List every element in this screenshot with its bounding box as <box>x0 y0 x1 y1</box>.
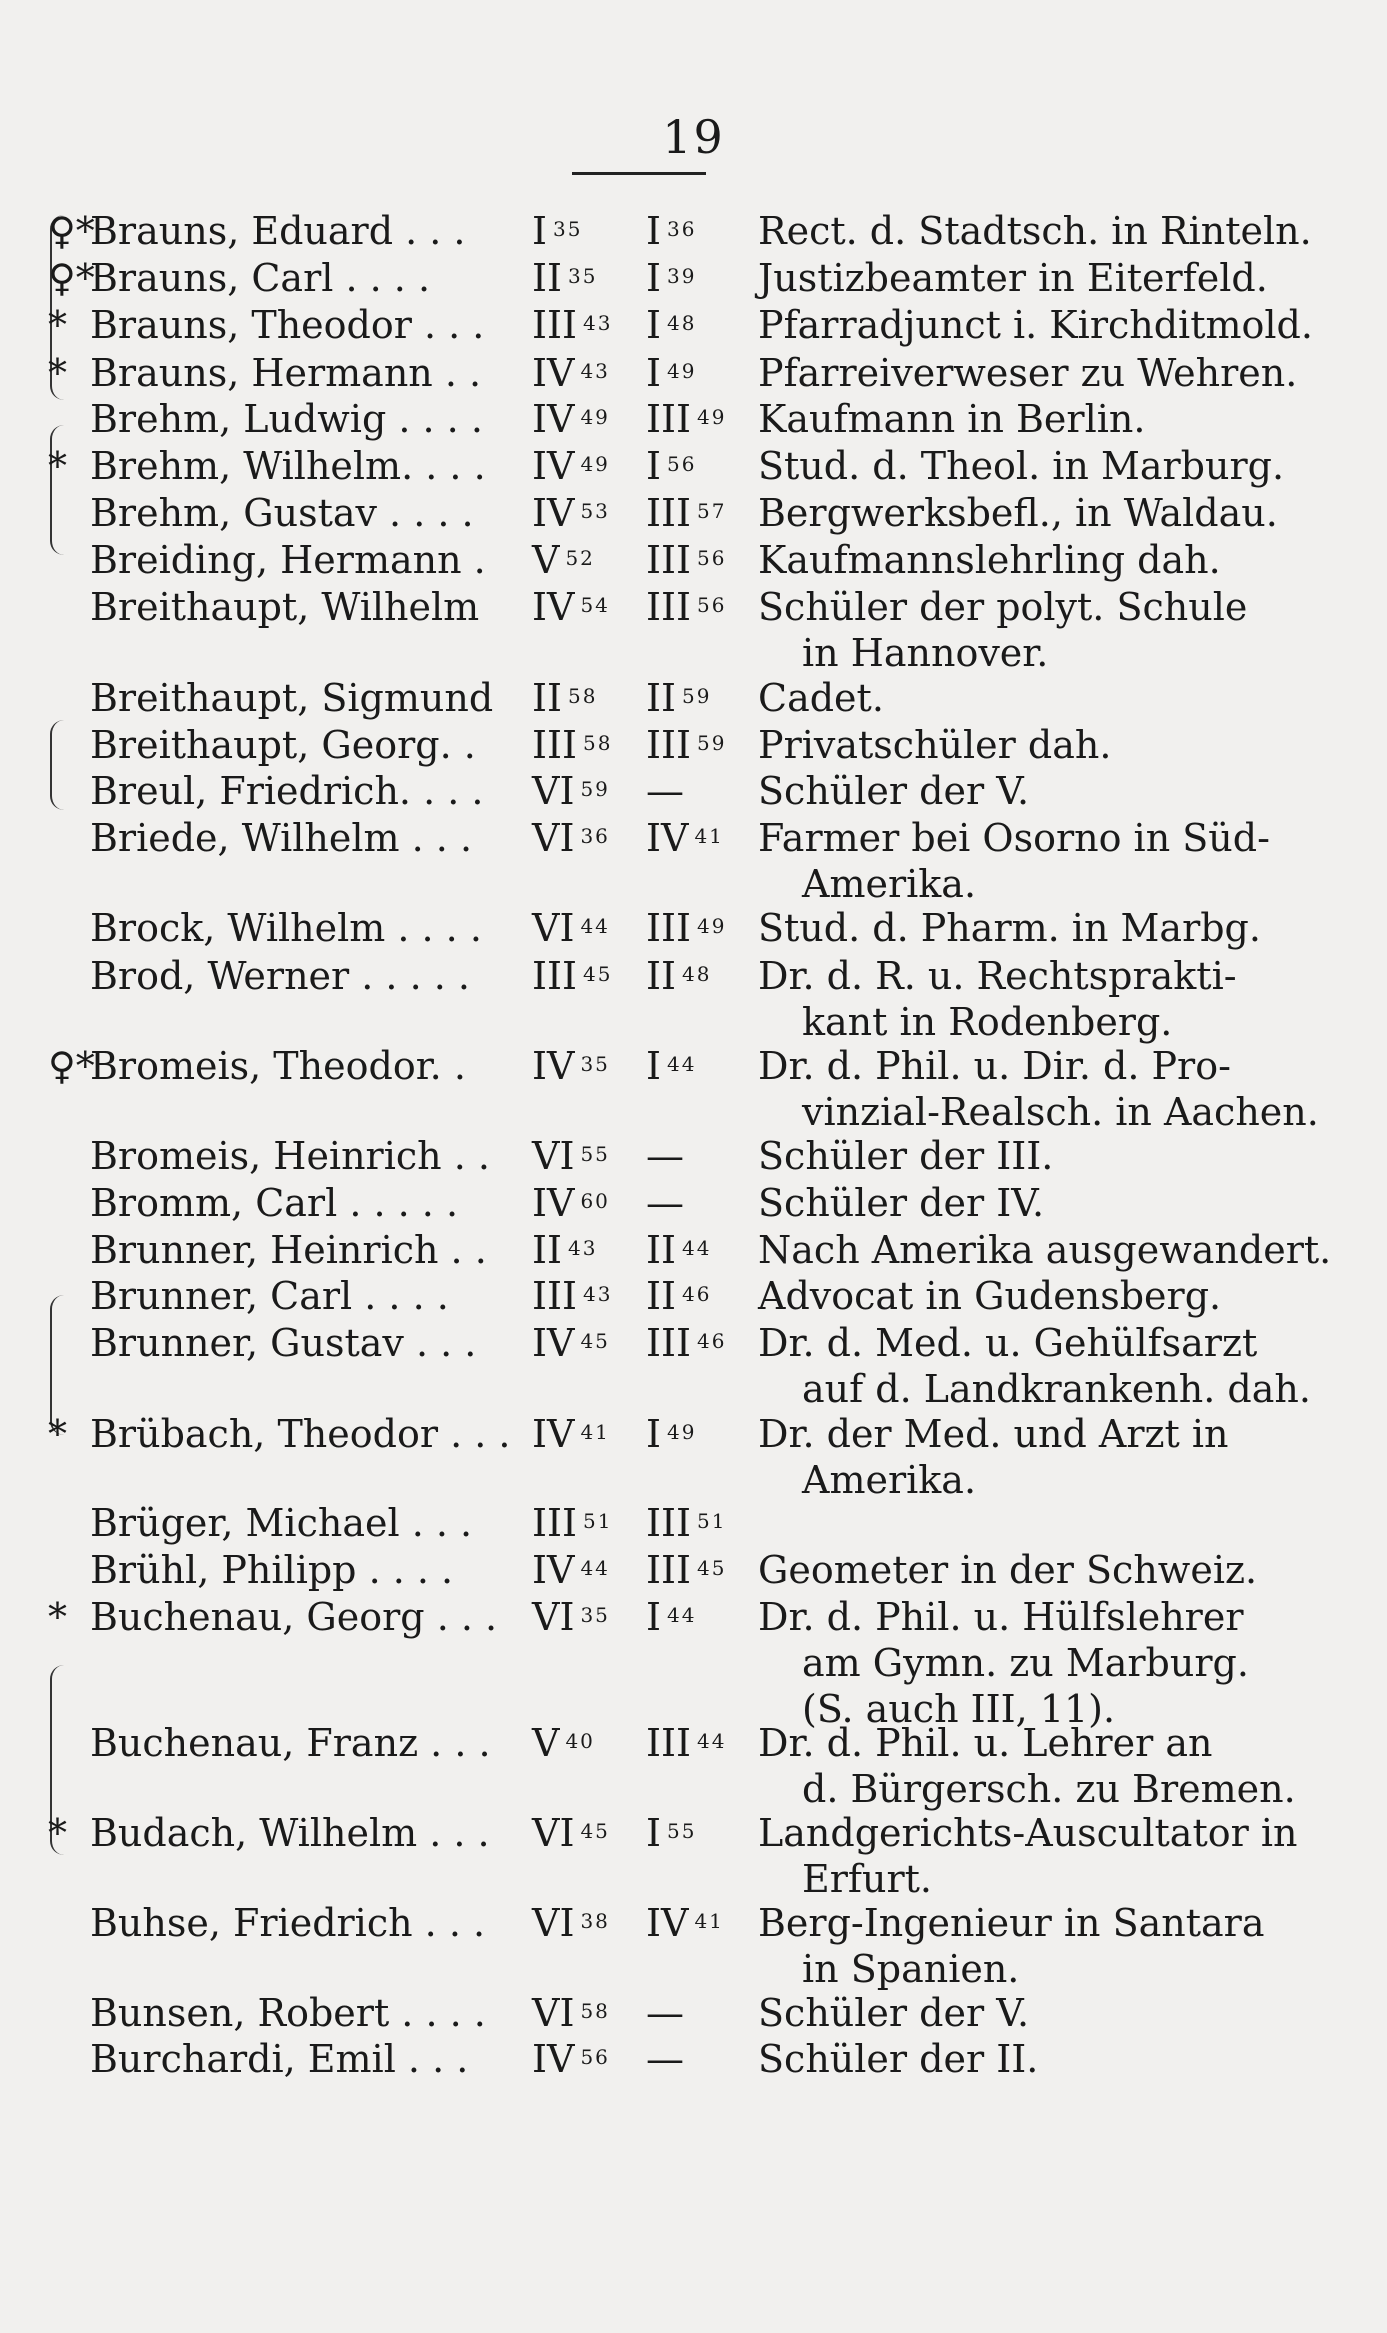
entry-name: Buchenau, Georg . . . <box>90 1595 498 1639</box>
entry-class-entered <box>532 537 642 583</box>
class-year: 56 <box>667 452 697 476</box>
occupation-line: Dr. d. Med. u. Gehülfsarzt <box>758 1321 1258 1365</box>
entry-class-entered <box>532 208 642 254</box>
entry-occupation <box>758 1411 1238 1503</box>
entry-class-left <box>646 768 756 814</box>
entry-name: Brühl, Philipp . . . . <box>90 1548 454 1592</box>
class-year: 59 <box>682 684 712 708</box>
class-year: 49 <box>580 452 610 476</box>
entry-mark: * <box>48 303 67 347</box>
entry-mark: * <box>48 444 67 488</box>
occupation-line: am Gymn. zu Marburg. <box>802 1641 1249 1685</box>
class-numeral: I <box>646 209 662 253</box>
entry-occupation <box>758 208 1312 254</box>
entry-class-entered <box>532 490 642 536</box>
entry-occupation <box>758 2036 1238 2082</box>
entry-class-left <box>646 396 756 442</box>
class-numeral: IV <box>532 444 575 488</box>
entry-class-left <box>646 1273 756 1319</box>
entry-name: Brauns, Theodor . . . <box>90 303 485 347</box>
entry-occupation <box>758 953 1238 1045</box>
class-numeral: IV <box>532 351 575 395</box>
entry-name: Brehm, Gustav . . . . <box>90 491 474 535</box>
class-numeral: VI <box>532 1901 575 1945</box>
entry-class-entered <box>532 350 642 396</box>
family-brace-breithaupt <box>50 720 68 810</box>
class-numeral: VI <box>532 769 575 813</box>
class-year: 49 <box>697 405 727 429</box>
occupation-line: Advocat in Gudensberg. <box>758 1274 1222 1318</box>
entry-name: Bromeis, Theodor. . <box>90 1044 466 1088</box>
entry-name: Brehm, Ludwig . . . . <box>90 397 483 441</box>
entry-name: Brüger, Michael . . . <box>90 1501 473 1545</box>
entry-name: Brauns, Eduard . . . <box>90 209 466 253</box>
class-year: 58 <box>583 731 613 755</box>
entry-class-left <box>646 1990 756 2036</box>
entry-name: Breiding, Hermann . <box>90 538 486 582</box>
entry-class-entered <box>532 1180 642 1226</box>
entry-occupation <box>758 1273 1238 1319</box>
class-numeral: III <box>646 1548 692 1592</box>
class-year: 43 <box>583 1282 613 1306</box>
class-numeral: III <box>646 1321 692 1365</box>
class-year: 36 <box>580 824 610 848</box>
entry-name: Bromeis, Heinrich . . <box>90 1134 490 1178</box>
entry-occupation <box>758 1547 1258 1593</box>
class-year: 43 <box>580 359 610 383</box>
occupation-line: Pfarreiverweser zu Wehren. <box>758 351 1298 395</box>
entry-name: Breithaupt, Georg. . <box>90 723 476 767</box>
class-numeral: I <box>646 1412 662 1456</box>
class-numeral: II <box>532 676 563 720</box>
entry-class-entered <box>532 675 642 721</box>
entry-name: Buhse, Friedrich . . . <box>90 1901 486 1945</box>
class-numeral: IV <box>532 397 575 441</box>
class-year: 40 <box>565 1729 595 1753</box>
class-year: 56 <box>697 593 727 617</box>
occupation-line: Landgerichts-Auscultator in <box>758 1811 1298 1855</box>
occupation-line: (S. auch III, 11). <box>802 1687 1116 1731</box>
entry-occupation <box>758 768 1238 814</box>
entry-occupation <box>758 443 1285 489</box>
class-numeral: III <box>646 491 692 535</box>
entry-class-entered <box>532 396 642 442</box>
class-numeral: — <box>646 1181 684 1225</box>
class-numeral: VI <box>532 816 575 860</box>
entry-occupation <box>758 722 1238 768</box>
occupation-line: in Hannover. <box>802 631 1049 675</box>
class-numeral: IV <box>646 816 689 860</box>
class-numeral: III <box>646 538 692 582</box>
entry-class-entered <box>532 1990 642 2036</box>
entry-class-left <box>646 490 756 536</box>
entry-class-left <box>646 2036 756 2082</box>
class-numeral: I <box>646 351 662 395</box>
page-number: 19 <box>662 110 725 164</box>
occupation-line: Schüler der II. <box>758 2037 1039 2081</box>
entry-class-entered <box>532 1500 642 1546</box>
occupation-line: Dr. d. Phil. u. Dir. d. Pro- <box>758 1044 1231 1088</box>
entry-class-left <box>646 1594 756 1640</box>
entry-class-entered <box>532 1043 642 1089</box>
class-numeral: III <box>646 585 692 629</box>
page-number-rule <box>572 172 706 175</box>
occupation-line: Dr. der Med. und Arzt in <box>758 1412 1229 1456</box>
class-year: 56 <box>580 2045 610 2069</box>
entry-class-left <box>646 815 756 861</box>
entry-class-entered <box>532 1547 642 1593</box>
entry-occupation <box>758 1990 1238 2036</box>
class-year: 48 <box>667 311 697 335</box>
entry-class-entered <box>532 815 642 861</box>
class-numeral: I <box>646 1595 662 1639</box>
entry-mark: * <box>48 1412 67 1456</box>
class-numeral: V <box>532 1721 560 1765</box>
class-numeral: VI <box>532 1991 575 2035</box>
class-numeral: I <box>646 256 662 300</box>
class-year: 58 <box>580 1999 610 2023</box>
class-year: 44 <box>697 1729 727 1753</box>
class-numeral: III <box>646 723 692 767</box>
entry-class-left <box>646 1720 756 1766</box>
class-numeral: I <box>646 1811 662 1855</box>
class-year: 44 <box>580 1556 610 1580</box>
class-year: 49 <box>667 1420 697 1444</box>
class-year: 52 <box>565 546 595 570</box>
class-year: 49 <box>667 359 697 383</box>
entry-occupation <box>758 537 1238 583</box>
entry-mark: * <box>48 351 67 395</box>
occupation-line: Stud. d. Theol. in Marburg. <box>758 444 1285 488</box>
entry-class-entered <box>532 1810 642 1856</box>
class-numeral: VI <box>532 1595 575 1639</box>
class-numeral: III <box>532 954 578 998</box>
entry-class-entered <box>532 768 642 814</box>
occupation-line: vinzial-Realsch. in Aachen. <box>802 1090 1319 1134</box>
class-year: 35 <box>553 217 583 241</box>
class-year: 45 <box>580 1819 610 1843</box>
class-numeral: IV <box>532 1044 575 1088</box>
occupation-line: Cadet. <box>758 676 884 720</box>
class-year: 35 <box>568 264 598 288</box>
class-numeral: III <box>532 1274 578 1318</box>
class-year: 41 <box>694 1909 724 1933</box>
class-year: 35 <box>580 1052 610 1076</box>
entry-occupation <box>758 1320 1311 1412</box>
entry-class-entered <box>532 584 642 630</box>
occupation-line: Schüler der polyt. Schule <box>758 585 1248 629</box>
class-year: 35 <box>580 1603 610 1627</box>
class-numeral: VI <box>532 906 575 950</box>
entry-class-left <box>646 584 756 630</box>
entry-occupation <box>758 675 1238 721</box>
entry-name: Bromm, Carl . . . . . <box>90 1181 459 1225</box>
class-year: 44 <box>667 1603 697 1627</box>
class-numeral: I <box>532 209 548 253</box>
entry-occupation <box>758 1594 1249 1732</box>
class-numeral: VI <box>532 1811 575 1855</box>
entry-occupation <box>758 255 1268 301</box>
entry-class-left <box>646 1180 756 1226</box>
class-numeral: III <box>646 397 692 441</box>
class-numeral: IV <box>532 1548 575 1592</box>
entry-mark: * <box>48 1811 67 1855</box>
entry-name: Bunsen, Robert . . . . <box>90 1991 486 2035</box>
class-year: 45 <box>697 1556 727 1580</box>
class-year: 51 <box>583 1509 613 1533</box>
class-numeral: I <box>646 303 662 347</box>
entry-name: Brübach, Theodor . . . <box>90 1412 510 1456</box>
entry-name: Brehm, Wilhelm. . . . <box>90 444 486 488</box>
entry-name: Brauns, Hermann . . <box>90 351 482 395</box>
entry-name: Burchardi, Emil . . . <box>90 2037 469 2081</box>
class-year: 43 <box>568 1236 598 1260</box>
entry-name: Breul, Friedrich. . . . <box>90 769 484 813</box>
entry-name: Buchenau, Franz . . . <box>90 1721 491 1765</box>
entry-occupation <box>758 1180 1238 1226</box>
entry-occupation <box>758 584 1248 676</box>
entry-occupation <box>758 302 1313 348</box>
entry-occupation <box>758 350 1298 396</box>
entry-occupation <box>758 1043 1319 1135</box>
entry-class-left <box>646 905 756 951</box>
occupation-line: Pfarradjunct i. Kirchditmold. <box>758 303 1313 347</box>
entry-class-entered <box>532 1411 642 1457</box>
occupation-line: Schüler der V. <box>758 1991 1030 2035</box>
class-year: 43 <box>583 311 613 335</box>
entry-occupation <box>758 815 1270 907</box>
entry-occupation <box>758 905 1261 951</box>
class-numeral: I <box>646 1044 662 1088</box>
entry-class-entered <box>532 1720 642 1766</box>
class-numeral: IV <box>646 1901 689 1945</box>
occupation-line: Erfurt. <box>802 1857 932 1901</box>
occupation-line: d. Bürgersch. zu Bremen. <box>802 1767 1296 1811</box>
occupation-line: Justizbeamter in Eiterfeld. <box>758 256 1268 300</box>
entry-occupation <box>758 1133 1238 1179</box>
class-year: 46 <box>682 1282 712 1306</box>
occupation-line: Geometer in der Schweiz. <box>758 1548 1258 1592</box>
class-numeral: — <box>646 1991 684 2035</box>
occupation-line: Dr. d. R. u. Rechtsprakti- <box>758 954 1237 998</box>
entry-mark: ♀* <box>48 1044 95 1088</box>
class-year: 49 <box>580 405 610 429</box>
occupation-line: Dr. d. Phil. u. Lehrer an <box>758 1721 1213 1765</box>
occupation-line: Schüler der IV. <box>758 1181 1045 1225</box>
class-year: 53 <box>580 499 610 523</box>
class-numeral: II <box>532 1228 563 1272</box>
class-year: 44 <box>682 1236 712 1260</box>
entry-mark: ♀* <box>48 256 95 300</box>
entry-class-entered <box>532 722 642 768</box>
entry-class-left <box>646 722 756 768</box>
occupation-line: Dr. d. Phil. u. Hülfslehrer <box>758 1595 1244 1639</box>
class-numeral: IV <box>532 1412 575 1456</box>
entry-class-left <box>646 443 756 489</box>
class-numeral: — <box>646 2037 684 2081</box>
class-year: 45 <box>580 1329 610 1353</box>
entry-class-left <box>646 1043 756 1089</box>
entry-class-entered <box>532 443 642 489</box>
entry-class-entered <box>532 953 642 999</box>
entry-class-left <box>646 1500 756 1546</box>
entry-occupation <box>758 1227 1332 1273</box>
occupation-line: Rect. d. Stadtsch. in Rinteln. <box>758 209 1312 253</box>
class-numeral: III <box>532 723 578 767</box>
occupation-line: Stud. d. Pharm. in Marbg. <box>758 906 1261 950</box>
entry-name: Brunner, Gustav . . . <box>90 1321 477 1365</box>
entry-class-left <box>646 1547 756 1593</box>
class-year: 39 <box>667 264 697 288</box>
entry-occupation <box>758 1900 1265 1992</box>
entry-name: Brod, Werner . . . . . <box>90 954 470 998</box>
entry-class-left <box>646 1411 756 1457</box>
entry-occupation <box>758 1720 1296 1812</box>
occupation-line: Nach Amerika ausgewandert. <box>758 1228 1332 1272</box>
class-numeral: II <box>646 1228 677 1272</box>
class-numeral: II <box>646 676 677 720</box>
entry-mark: ♀* <box>48 209 95 253</box>
entry-name: Brunner, Heinrich . . <box>90 1228 487 1272</box>
entry-name: Budach, Wilhelm . . . <box>90 1811 490 1855</box>
class-numeral: IV <box>532 491 575 535</box>
entry-class-left <box>646 350 756 396</box>
class-year: 41 <box>580 1420 610 1444</box>
occupation-line: Schüler der V. <box>758 769 1030 813</box>
class-year: 55 <box>667 1819 697 1843</box>
class-numeral: VI <box>532 1134 575 1178</box>
occupation-line: Amerika. <box>802 862 977 906</box>
entry-class-left <box>646 953 756 999</box>
entry-class-entered <box>532 1133 642 1179</box>
entry-class-entered <box>532 1900 642 1946</box>
entry-name: Brauns, Carl . . . . <box>90 256 431 300</box>
class-numeral: III <box>532 1501 578 1545</box>
entry-class-entered <box>532 1227 642 1273</box>
occupation-line: auf d. Landkrankenh. dah. <box>802 1367 1311 1411</box>
occupation-line: Privatschüler dah. <box>758 723 1112 767</box>
class-year: 36 <box>667 217 697 241</box>
class-year: 44 <box>580 914 610 938</box>
entry-name: Briede, Wilhelm . . . <box>90 816 473 860</box>
entry-name: Breithaupt, Wilhelm <box>90 585 480 629</box>
entry-class-left <box>646 302 756 348</box>
class-numeral: I <box>646 444 662 488</box>
class-numeral: III <box>646 1501 692 1545</box>
entry-name: Brunner, Carl . . . . <box>90 1274 449 1318</box>
class-numeral: II <box>646 1274 677 1318</box>
entry-mark: * <box>48 1595 67 1639</box>
entry-class-left <box>646 208 756 254</box>
entry-class-left <box>646 1227 756 1273</box>
entry-occupation <box>758 490 1278 536</box>
occupation-line: Farmer bei Osorno in Süd- <box>758 816 1270 860</box>
class-year: 59 <box>580 777 610 801</box>
class-year: 51 <box>697 1509 727 1533</box>
class-year: 48 <box>682 962 712 986</box>
entry-class-left <box>646 1810 756 1856</box>
entry-class-entered <box>532 905 642 951</box>
occupation-line: Bergwerksbefl., in Waldau. <box>758 491 1278 535</box>
entry-class-entered <box>532 1594 642 1640</box>
entry-name: Brock, Wilhelm . . . . <box>90 906 482 950</box>
class-numeral: IV <box>532 1181 575 1225</box>
occupation-line: kant in Rodenberg. <box>802 1000 1173 1044</box>
entry-class-entered <box>532 302 642 348</box>
class-numeral: V <box>532 538 560 582</box>
entry-class-left <box>646 255 756 301</box>
class-year: 41 <box>694 824 724 848</box>
class-year: 49 <box>697 914 727 938</box>
entry-class-entered <box>532 1320 642 1366</box>
entry-class-left <box>646 537 756 583</box>
entry-occupation <box>758 396 1238 442</box>
class-year: 55 <box>580 1142 610 1166</box>
class-numeral: II <box>646 954 677 998</box>
occupation-line: Amerika. <box>802 1458 977 1502</box>
entry-class-entered <box>532 2036 642 2082</box>
entry-class-left <box>646 675 756 721</box>
class-year: 44 <box>667 1052 697 1076</box>
class-year: 57 <box>697 499 727 523</box>
class-year: 58 <box>568 684 598 708</box>
class-year: 38 <box>580 1909 610 1933</box>
class-numeral: IV <box>532 585 575 629</box>
class-numeral: III <box>646 1721 692 1765</box>
class-year: 56 <box>697 546 727 570</box>
entry-class-left <box>646 1900 756 1946</box>
entry-class-left <box>646 1133 756 1179</box>
occupation-line: in Spanien. <box>802 1947 1020 1991</box>
class-year: 54 <box>580 593 610 617</box>
class-numeral: IV <box>532 1321 575 1365</box>
entry-class-entered <box>532 1273 642 1319</box>
entry-name: Breithaupt, Sigmund <box>90 676 494 720</box>
class-numeral: III <box>646 906 692 950</box>
class-year: 60 <box>580 1189 610 1213</box>
class-numeral: IV <box>532 2037 575 2081</box>
occupation-line: Berg-Ingenieur in Santara <box>758 1901 1265 1945</box>
class-numeral: II <box>532 256 563 300</box>
class-year: 46 <box>697 1329 727 1353</box>
occupation-line: Schüler der III. <box>758 1134 1054 1178</box>
occupation-line: Kaufmannslehrling dah. <box>758 538 1221 582</box>
entry-occupation <box>758 1810 1298 1902</box>
class-year: 45 <box>583 962 613 986</box>
occupation-line: Kaufmann in Berlin. <box>758 397 1146 441</box>
class-numeral: — <box>646 769 684 813</box>
entry-class-left <box>646 1320 756 1366</box>
class-year: 59 <box>697 731 727 755</box>
entry-class-entered <box>532 255 642 301</box>
class-numeral: — <box>646 1134 684 1178</box>
class-numeral: III <box>532 303 578 347</box>
